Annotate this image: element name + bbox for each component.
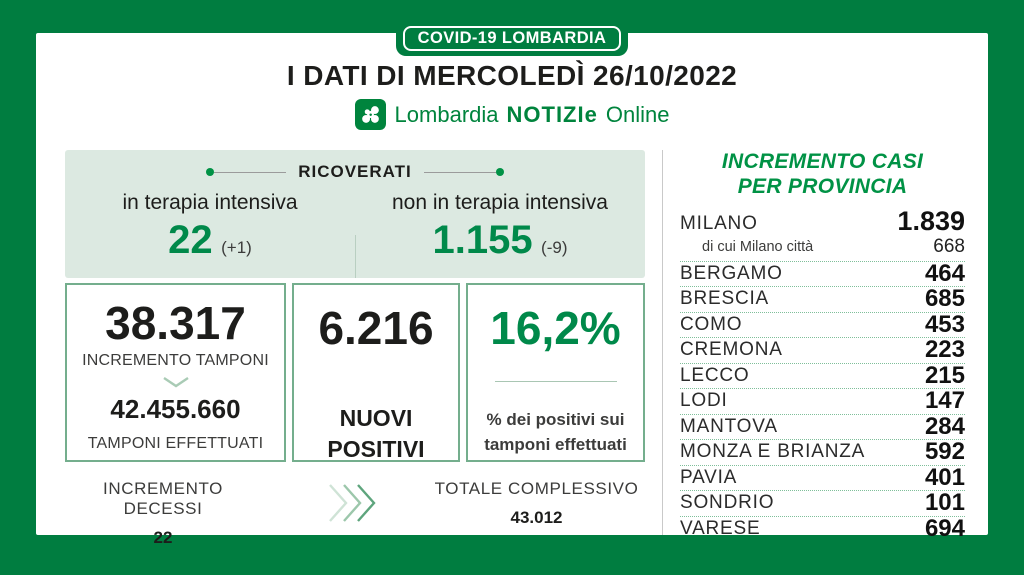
tamponi-increment-label: INCREMENTO TAMPONI bbox=[82, 352, 269, 369]
non-intensive-care-block bbox=[355, 191, 645, 260]
province-label: BRESCIA bbox=[680, 288, 770, 310]
intensive-care-value: 22 bbox=[168, 218, 213, 262]
logo-brand: NOTIZIe bbox=[506, 101, 598, 127]
covid-badge bbox=[396, 0, 628, 56]
province-value: 101 bbox=[924, 489, 965, 517]
province-value: 1.839 bbox=[897, 205, 965, 236]
province-value: 694 bbox=[924, 515, 965, 543]
table-row bbox=[680, 287, 965, 313]
non-intensive-care-label: non in terapia intensiva bbox=[392, 191, 608, 214]
table-row bbox=[680, 361, 965, 390]
table-row bbox=[680, 259, 965, 288]
province-value: 147 bbox=[924, 387, 965, 415]
province-value: 592 bbox=[924, 438, 965, 466]
province-value: 215 bbox=[924, 361, 965, 389]
chevron-down-icon bbox=[161, 376, 191, 389]
province-label: CREMONA bbox=[680, 339, 783, 361]
province-header-line1: INCREMENTO CASI bbox=[721, 150, 924, 173]
table-row bbox=[680, 491, 965, 517]
province-table bbox=[680, 150, 965, 542]
table-row bbox=[680, 463, 965, 492]
intensive-care-block bbox=[65, 191, 355, 260]
logo-text bbox=[395, 102, 670, 128]
province-value: 453 bbox=[924, 310, 965, 338]
province-value: 685 bbox=[924, 285, 965, 313]
province-label: SONDRIO bbox=[680, 492, 775, 514]
table-row-milano-citta bbox=[680, 235, 965, 262]
province-list bbox=[680, 205, 965, 543]
rosa-camuna-icon bbox=[355, 99, 386, 130]
province-label: LECCO bbox=[680, 364, 750, 386]
province-label: VARESE bbox=[680, 518, 761, 540]
table-row bbox=[680, 412, 965, 441]
tamponi-total-label: TAMPONI EFFETTUATI bbox=[87, 435, 264, 452]
totale-complessivo-value: 43.012 bbox=[510, 508, 563, 527]
province-header bbox=[680, 150, 965, 200]
table-row bbox=[680, 517, 965, 543]
percentuale-positivi-card bbox=[466, 283, 645, 462]
province-label: LODI bbox=[680, 390, 728, 412]
province-value: 464 bbox=[924, 259, 965, 287]
province-label: BERGAMO bbox=[680, 262, 783, 284]
province-label: MANTOVA bbox=[680, 415, 778, 437]
non-intensive-care-value: 1.155 bbox=[432, 218, 533, 262]
lombardia-notizie-logo bbox=[0, 99, 1024, 130]
bullet-dot-icon bbox=[206, 168, 214, 176]
province-label: MILANO bbox=[680, 212, 758, 234]
table-row bbox=[680, 338, 965, 364]
logo-region: Lombardia bbox=[394, 101, 499, 127]
incremento-decessi-value: 22 bbox=[153, 528, 173, 547]
intensive-care-label: in terapia intensiva bbox=[122, 191, 298, 214]
covid-badge-label: COVID-19 LOMBARDIA bbox=[403, 26, 621, 51]
incremento-decessi-label: INCREMENTO DECESSI bbox=[103, 479, 223, 518]
table-row bbox=[680, 310, 965, 339]
province-value: 284 bbox=[924, 412, 965, 440]
incremento-decessi-block bbox=[65, 479, 261, 548]
logo-suffix: Online bbox=[605, 101, 670, 127]
bullet-dot-icon bbox=[496, 168, 504, 176]
ricoverati-title: RICOVERATI bbox=[298, 162, 412, 181]
tamponi-total-value: 42.455.660 bbox=[110, 394, 241, 424]
page-title: I DATI DI MERCOLEDÌ 26/10/2022 bbox=[286, 60, 738, 91]
totale-complessivo-block bbox=[430, 479, 643, 528]
province-value: 401 bbox=[924, 463, 965, 491]
province-label: PAVIA bbox=[680, 466, 738, 488]
table-row bbox=[680, 389, 965, 415]
percent-value: 16,2% bbox=[490, 302, 621, 354]
header-line bbox=[424, 172, 496, 173]
panel-divider bbox=[355, 235, 356, 278]
province-label: MONZA E BRIANZA bbox=[680, 441, 866, 463]
province-value: 223 bbox=[924, 336, 965, 364]
tamponi-increment-value: 38.317 bbox=[105, 297, 246, 349]
nuovi-positivi-card bbox=[292, 283, 460, 462]
table-row-milano bbox=[680, 205, 965, 236]
section-divider bbox=[662, 150, 663, 535]
nuovi-positivi-label: NUOVI POSITIVI bbox=[327, 405, 425, 463]
percent-label: % dei positivi sui tamponi effettuati bbox=[484, 410, 627, 454]
tamponi-card bbox=[65, 283, 286, 462]
province-sub-value: 668 bbox=[933, 235, 965, 257]
province-header-line2: PER PROVINCIA bbox=[737, 174, 908, 198]
triple-chevron-right-icon bbox=[328, 482, 382, 524]
province-label: COMO bbox=[680, 313, 743, 335]
province-sub-label: di cui Milano città bbox=[702, 238, 814, 255]
intensive-care-delta: (+1) bbox=[221, 238, 252, 257]
nuovi-positivi-value: 6.216 bbox=[318, 302, 434, 354]
table-row bbox=[680, 440, 965, 466]
non-intensive-care-delta: (-9) bbox=[541, 238, 568, 257]
header-line bbox=[214, 172, 286, 173]
card-divider bbox=[495, 381, 617, 382]
ricoverati-header bbox=[65, 162, 645, 182]
ricoverati-panel bbox=[65, 150, 645, 278]
totale-complessivo-label: TOTALE COMPLESSIVO bbox=[434, 479, 639, 498]
